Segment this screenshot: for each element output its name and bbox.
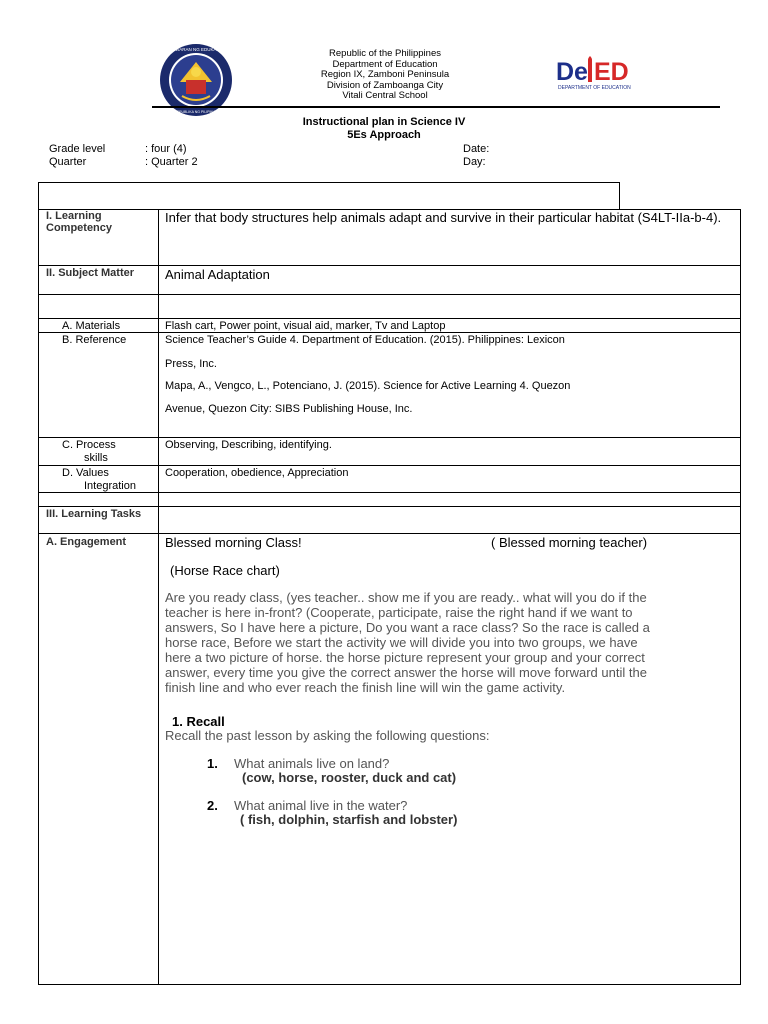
question-2-number: 2. [207, 798, 218, 813]
reference-line: Avenue, Quezon City: SIBS Publishing House, Inc. [165, 403, 413, 415]
engagement-paragraph [165, 590, 737, 695]
greeting-teacher: ( Blessed morning teacher) [491, 535, 648, 550]
quarter-value: : Quarter 2 [145, 156, 198, 168]
process-skills-text: Observing, Describing, identifying. [165, 439, 332, 451]
reference-line: Mapa, A., Vengco, L., Potenciano, J. (2015). Science for Active Learning 4. Quezon [165, 380, 571, 392]
svg-text:DEPARTMENT OF EDUCATION: DEPARTMENT OF EDUCATION [558, 85, 631, 91]
subject-matter-label: II. Subject Matter [46, 267, 135, 279]
day-label: Day: [463, 156, 486, 168]
reference-line: Press, Inc. [165, 358, 217, 370]
recall-intro: Recall the past lesson by asking the following questions: [165, 728, 490, 743]
letterhead-line: Region IX, Zamboni Peninsula [320, 69, 450, 80]
reference-label: B. Reference [62, 334, 127, 346]
grade-level-label: Grade level [49, 143, 106, 155]
reference-line: Science Teacher’s Guide 4. Department of Education. (2015). Philippines: Lexicon [165, 334, 565, 346]
learning-tasks-label: III. Learning Tasks [46, 508, 142, 520]
question-1-text: What animals live on land? [234, 756, 390, 771]
greeting-class: Blessed morning Class! [165, 535, 302, 550]
materials-label: A. Materials [62, 320, 121, 332]
values-label-2: Integration [84, 480, 136, 492]
paragraph-line: teacher is here in-front? (Cooperate, participate, raise the right hand if we want to [165, 605, 633, 620]
letterhead-line: Division of Zamboanga City [326, 79, 444, 91]
date-label: Date: [463, 143, 490, 155]
grade-level-value: : four (4) [145, 143, 187, 155]
paragraph-line: finish line and who ever reach the finish line will win the game activity. [165, 680, 566, 695]
paragraph-line: horse race, Before we start the activity we will divide you into two groups, we have [165, 635, 638, 650]
question-1-number: 1. [207, 756, 218, 771]
horse-race-chart: (Horse Race chart) [170, 563, 280, 578]
plan-title: Instructional plan in Science IV [302, 116, 466, 128]
engagement-label: A. Engagement [46, 536, 127, 548]
process-skills-label: C. Process [62, 439, 116, 451]
competency-text: Infer that body structures help animals adapt and survive in their particular habitat (S4LT-IIa-b-4). [165, 210, 722, 225]
paragraph-line: Are you ready class, (yes teacher.. show me if you are ready.. what will you do if the [165, 590, 647, 605]
values-text: Cooperation, obedience, Appreciation [165, 467, 349, 479]
competency-label: I. Learning Competency [46, 210, 113, 234]
svg-text:REPUBLIKA NG PILIPINAS: REPUBLIKA NG PILIPINAS [174, 110, 218, 114]
values-label: D. Values [62, 467, 109, 479]
paragraph-line: answers, So I have here a picture, Do you want a race class? So the race is called a [165, 620, 650, 635]
svg-text:De: De [556, 58, 588, 86]
subject-matter-text: Animal Adaptation [165, 267, 270, 282]
recall-heading: 1. Recall [172, 714, 225, 729]
question-1-answer: (cow, horse, rooster, duck and cat) [242, 770, 457, 785]
process-skills-label-2: skills [84, 452, 108, 464]
letterhead-line: Department of Education [332, 58, 438, 70]
table-header-cell [38, 182, 620, 210]
header-divider [152, 106, 720, 108]
svg-text:KAGAWARAN NG EDUKASYON: KAGAWARAN NG EDUKASYON [162, 47, 230, 52]
question-2-text: What animal live in the water? [234, 798, 408, 813]
question-2-answer: ( fish, dolphin, starfish and lobster) [240, 812, 458, 827]
letterhead-line: Vitali Central School [342, 90, 428, 101]
paragraph-line: here a two picture of horse. the horse picture represent your group and your correct [165, 650, 645, 665]
plan-subtitle: 5Es Approach [347, 129, 421, 141]
paragraph-line: answer, every time you give the correct answer the horse will move forward until the [165, 665, 647, 680]
materials-text: Flash cart, Power point, visual aid, marker, Tv and Laptop [165, 320, 446, 332]
svg-text:ED: ED [594, 58, 629, 86]
letterhead-line: Republic of the Philippines [329, 48, 441, 59]
deped-wordmark-logo [556, 54, 648, 92]
quarter-label: Quarter [49, 156, 87, 168]
